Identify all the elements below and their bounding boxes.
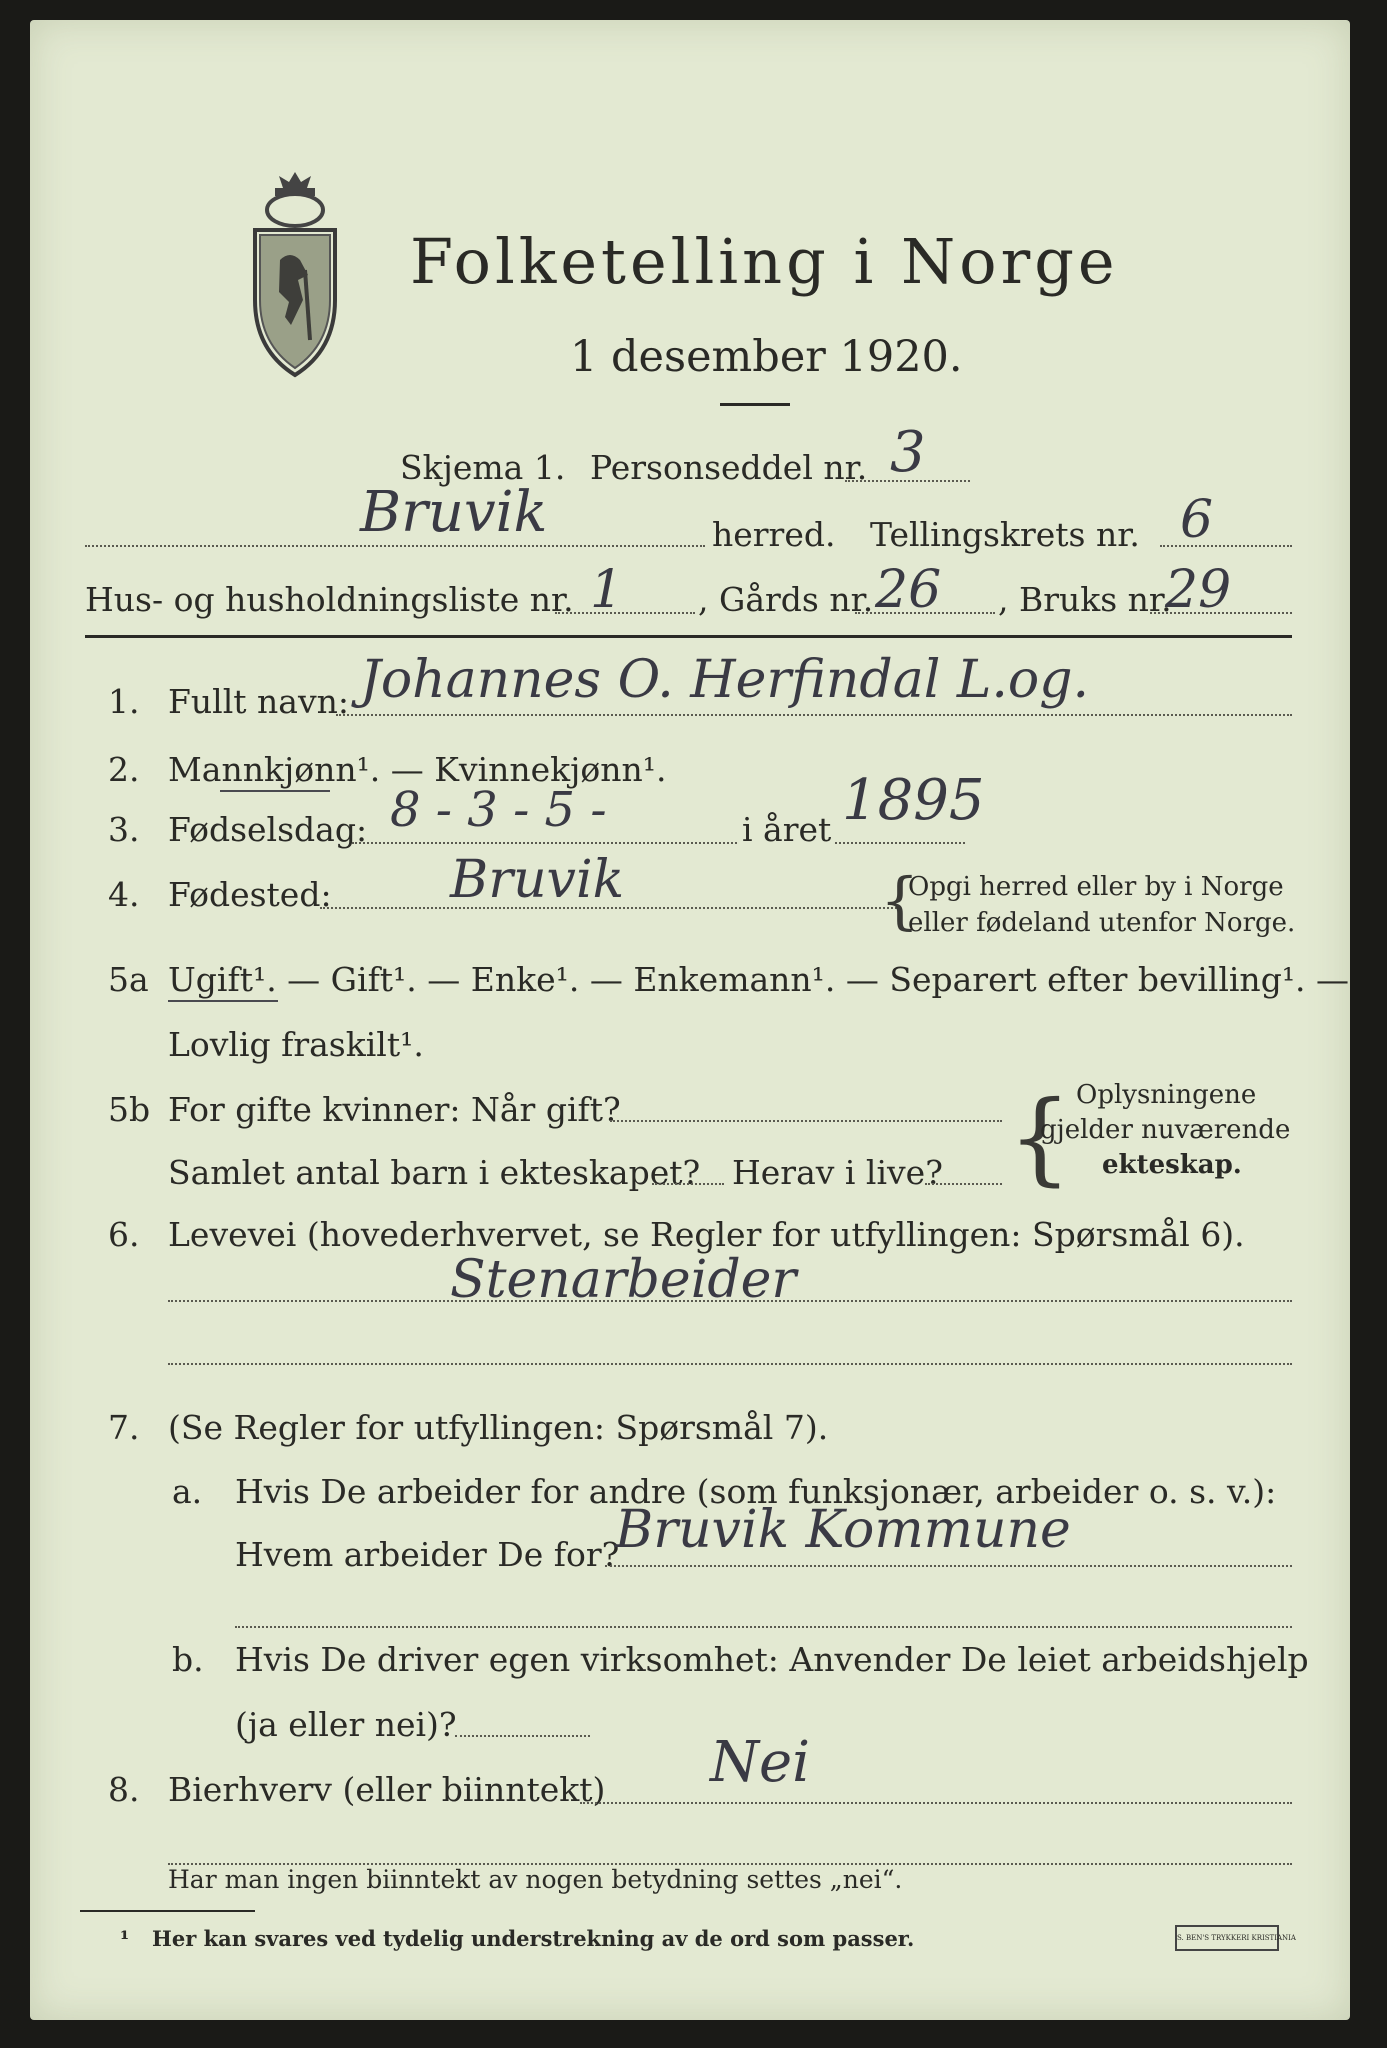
herred-label: herred. [712,515,836,554]
gards-value: 26 [875,560,942,620]
q1-line [336,714,1292,716]
q6-number: 6. [108,1215,140,1254]
q7b-line [455,1735,590,1737]
q6-label: Levevei (hovederhvervet, se Regler for utfyllingen: Spørsmål 6). [168,1215,1245,1254]
q1-label: Fullt navn: [168,682,349,721]
bruks-label: , Bruks nr. [998,580,1172,619]
q7b-label-2: (ja eller nei)? [235,1705,457,1744]
q7a-value: Bruvik Kommune [615,1500,1071,1560]
tellingskrets-label: Tellingskrets nr. [870,515,1140,554]
q5b-line-2 [652,1183,724,1185]
q5b-note-3: ekteskap. [1102,1150,1242,1180]
q3-year-line [835,842,965,844]
q6-line-1 [168,1300,1292,1302]
q5b-line-3 [925,1183,1002,1185]
hus-label: Hus- og husholdningsliste nr. [85,580,574,619]
header-divider [85,635,1292,638]
q5a-label-1: Ugift¹. — Gift¹. — Enke¹. — Enkemann¹. — Separert efter bevilling¹. — [168,960,1350,999]
q5a-underline [168,1000,278,1002]
q3-value: 8 - 3 - 5 - [390,782,607,838]
q5a-number: 5a [108,960,149,999]
q3-year-label: i året [742,810,832,849]
q5a-label-2: Lovlig fraskilt¹. [168,1025,424,1064]
q7a-label-2: Hvem arbeider De for? [235,1535,620,1574]
printer-stamp: S. BEN'S TRYKKERI KRISTIANIA [1175,1925,1279,1951]
q5b-label-2: Samlet antal barn i ekteskapet? [168,1153,701,1192]
herred-line [85,545,705,547]
q1-value: Johannes O. Herfindal L.og. [360,650,1090,710]
q8-number: 8. [108,1770,140,1809]
q5b-note-2: gjelder nuværende [1040,1115,1291,1145]
herred-value: Bruvik [360,480,548,545]
tellingskrets-value: 6 [1180,490,1214,550]
q3-line [352,842,737,844]
q2-number: 2. [108,750,140,789]
q6-line-2 [168,1363,1292,1365]
title-divider [720,403,790,406]
personseddel-value: 3 [890,420,926,485]
q5b-brace: { [1008,1079,1072,1196]
hus-value: 1 [590,560,624,620]
q4-label: Fødested: [168,875,332,914]
q7b-letter: b. [172,1640,204,1679]
personseddel-label: Personseddel nr. [590,448,868,487]
q4-brace: { [880,864,920,937]
q3-label: Fødselsdag: [168,810,368,849]
q7b-label-1: Hvis De driver egen virksomhet: Anvender De leiet arbeidshjelp [235,1640,1309,1679]
q8-line-1 [580,1802,1292,1804]
coat-of-arms-icon [240,170,350,380]
q2-label: Mannkjønn¹. — Kvinnekjønn¹. [168,750,667,789]
q3-number: 3. [108,810,140,849]
footnote-mark: ¹ [120,1926,130,1951]
q5b-label-1: For gifte kvinner: Når gift? [168,1090,621,1129]
q1-number: 1. [108,682,140,721]
q8-label: Bierhverv (eller biinntekt) [168,1770,606,1809]
q7-number: 7. [108,1408,140,1447]
q4-note-1: Opgi herred eller by i Norge [908,872,1284,902]
q7a-line-1 [605,1565,1292,1567]
q7a-line-2 [235,1626,1292,1628]
q7-label: (Se Regler for utfyllingen: Spørsmål 7). [168,1408,829,1447]
q6-value: Stenarbeider [450,1250,797,1310]
q3-year-value: 1895 [842,768,985,833]
q4-note-2: eller fødeland utenfor Norge. [908,908,1296,938]
gards-label: , Gårds nr. [698,580,874,619]
skjema-label: Skjema 1. [400,448,566,487]
q7a-label-1: Hvis De arbeider for andre (som funksjonær, arbeider o. s. v.): [235,1472,1277,1511]
q5b-number: 5b [108,1090,151,1129]
q7a-letter: a. [172,1472,203,1511]
q5b-label-3: Herav i live? [732,1153,943,1192]
census-form-page [30,20,1350,2020]
form-subtitle: 1 desember 1920. [570,332,963,382]
form-title: Folketelling i Norge [410,225,1119,298]
bruks-value: 29 [1165,560,1232,620]
hus-line [555,612,695,614]
q4-value: Bruvik [450,850,625,910]
q5b-line-1 [610,1120,1002,1122]
footnote-divider [80,1910,255,1912]
footnote-text: Her kan svares ved tydelig understrekning av de ord som passer. [152,1926,915,1951]
q4-number: 4. [108,875,140,914]
q2-underline [220,790,330,792]
q8-note: Har man ingen biinntekt av nogen betydning settes „nei“. [168,1865,903,1894]
q8-value: Nei [710,1730,811,1795]
q5b-note-1: Oplysningene [1076,1080,1257,1110]
